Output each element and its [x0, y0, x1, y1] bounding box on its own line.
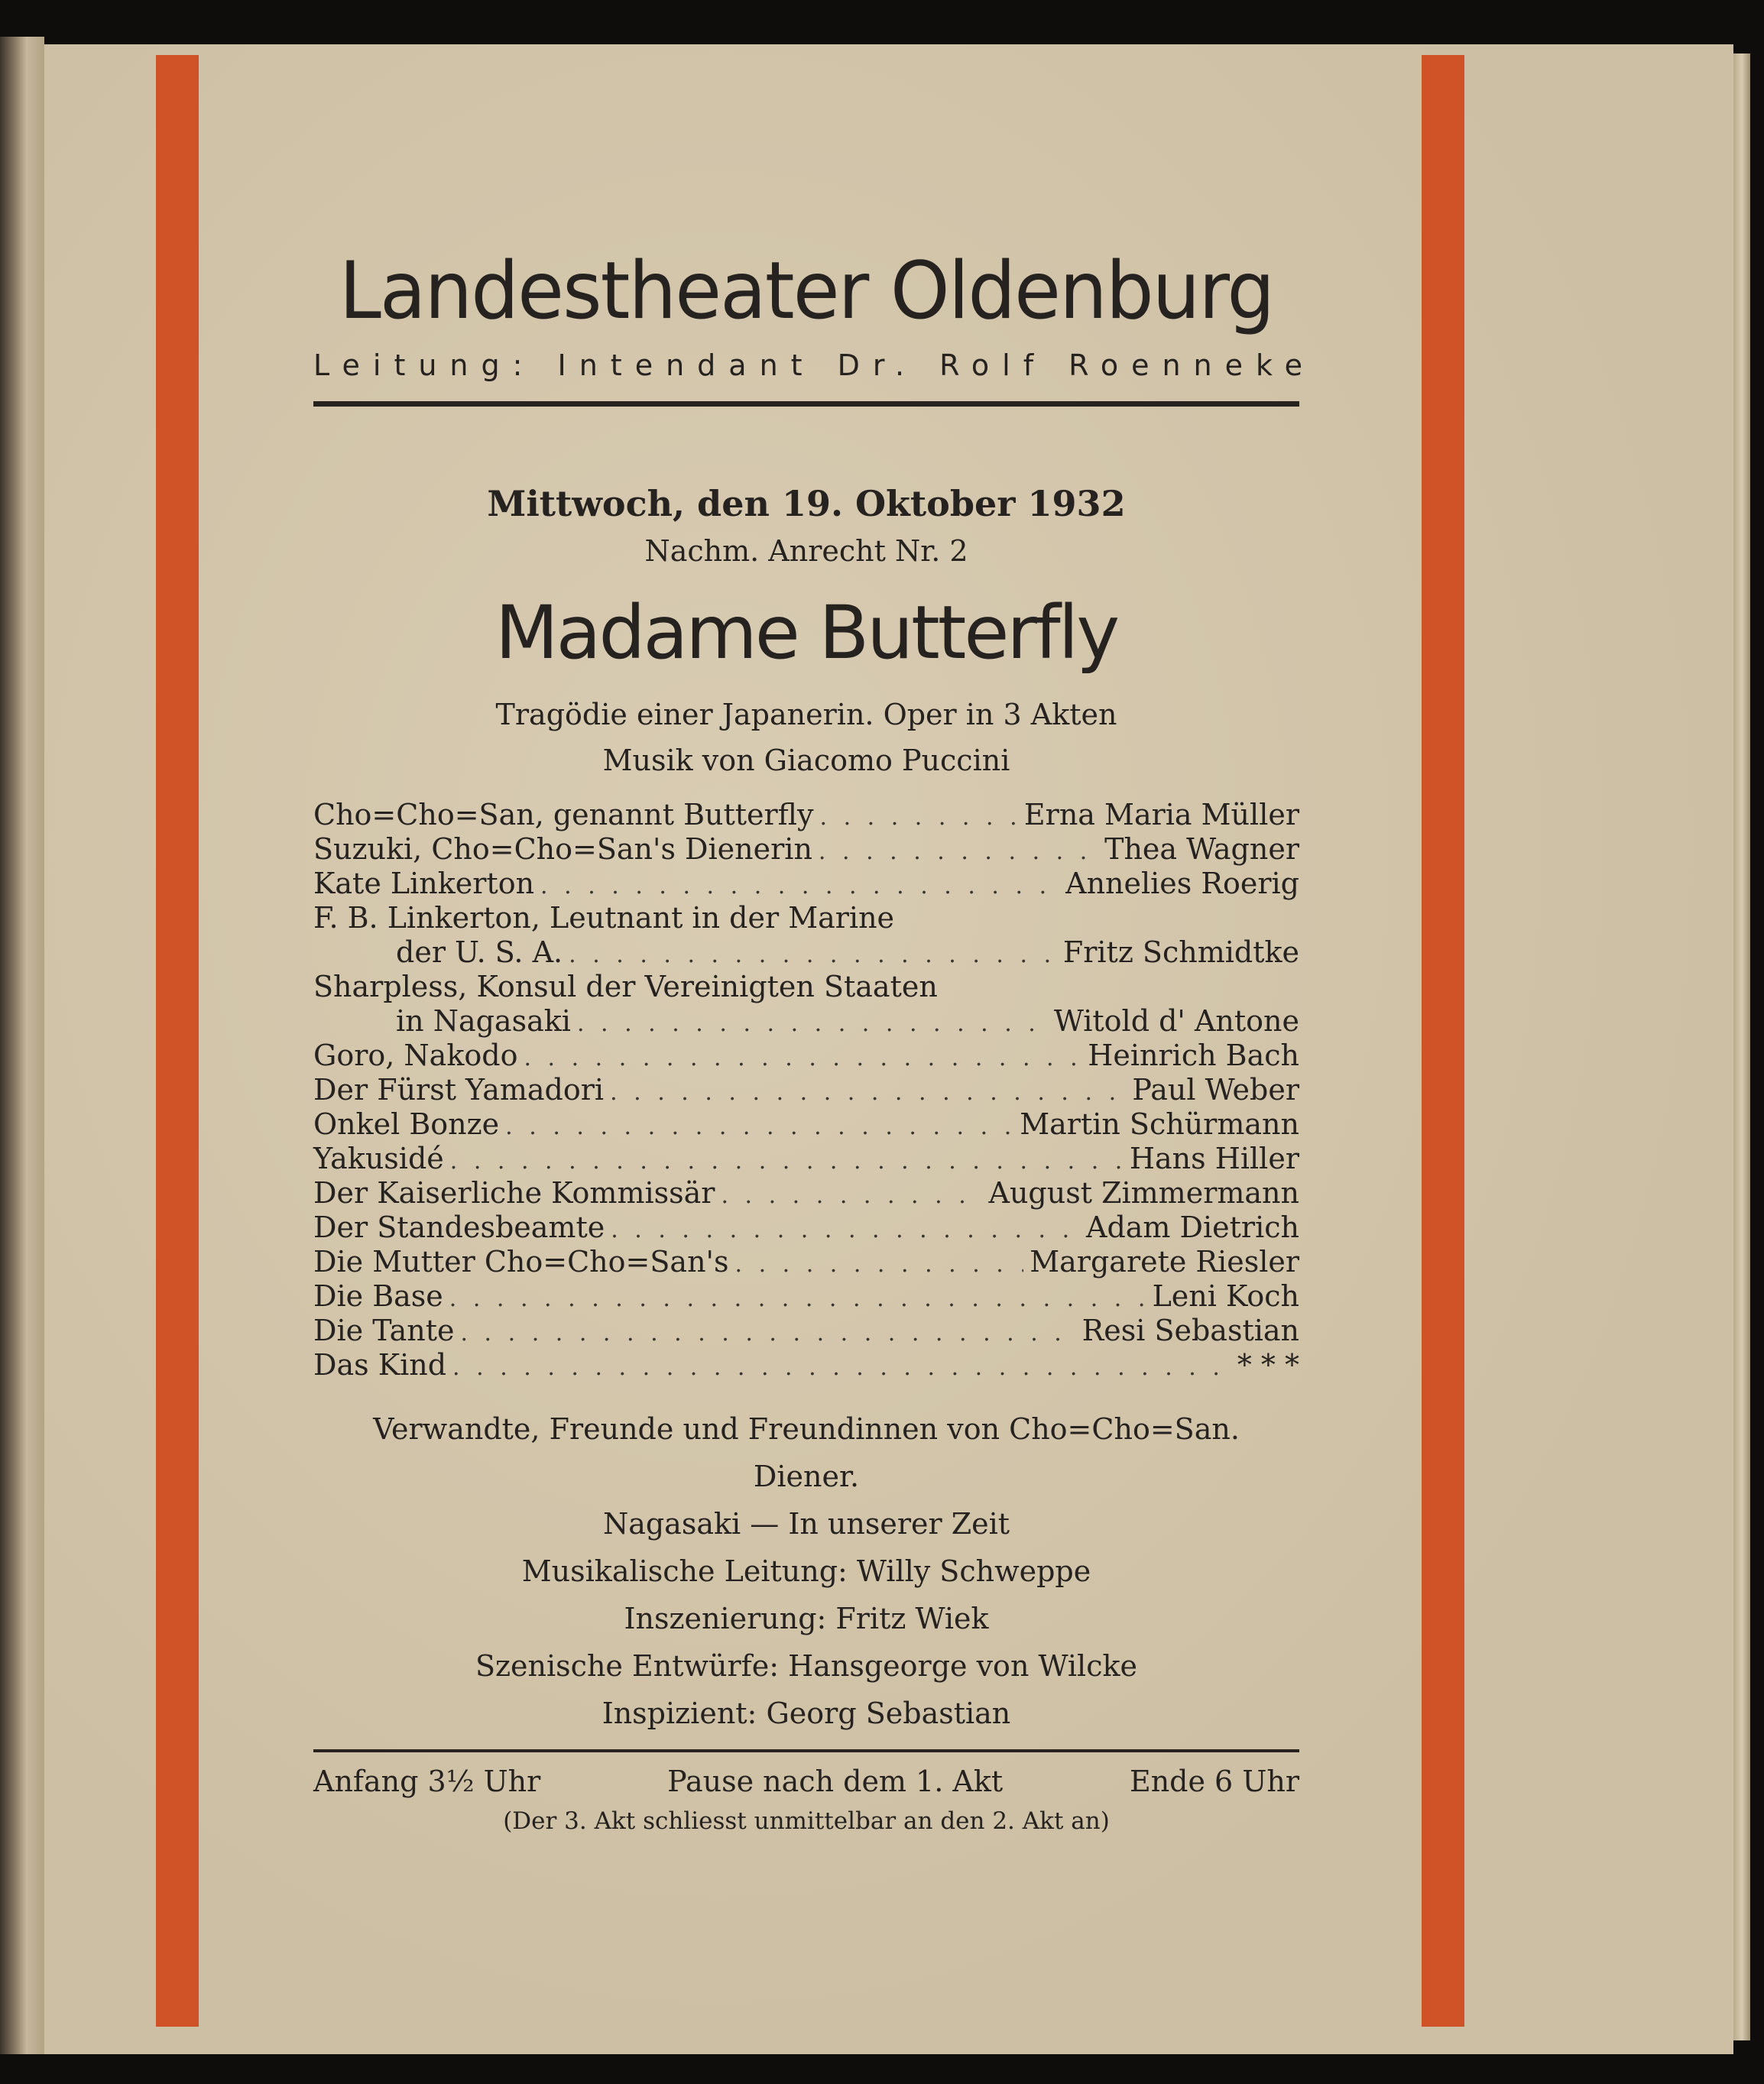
- schedule-row: [313, 1763, 1299, 1800]
- dot-leader: [611, 1213, 1080, 1247]
- dot-leader: [540, 869, 1059, 903]
- production-credits: [313, 1405, 1299, 1737]
- performer-name: Adam Dietrich: [1086, 1211, 1299, 1244]
- performer-name: Erna Maria Müller: [1023, 798, 1299, 831]
- dot-leader: [735, 1247, 1024, 1282]
- cast-entry: [313, 1107, 1299, 1142]
- right-orange-stripe: [1422, 55, 1464, 2027]
- performer-name: Fritz Schmidtke: [1062, 935, 1299, 969]
- header-rule: [313, 401, 1299, 407]
- performer-name: Paul Weber: [1132, 1073, 1299, 1107]
- act-note: (Der 3. Akt schliesst unmittelbar an den 2. Akt an): [503, 1807, 1110, 1835]
- cast-entry: [313, 970, 1299, 1004]
- opera-title: Madame Butterfly: [495, 590, 1118, 676]
- role-name: der U. S. A.: [396, 935, 563, 969]
- role-name: in Nagasaki: [396, 1004, 571, 1038]
- program-content: [313, 245, 1316, 1836]
- role-name: Cho=Cho=San, genannt Butterfly: [313, 798, 814, 831]
- cast-entry: [313, 1142, 1299, 1176]
- stage-manager-credit: Inspizient: Georg Sebastian: [602, 1697, 1011, 1730]
- performer-name: Heinrich Bach: [1088, 1039, 1299, 1072]
- role-name: Yakusidé: [313, 1142, 444, 1175]
- footer-rule: [313, 1749, 1299, 1752]
- start-time: Anfang 3½ Uhr: [313, 1765, 541, 1798]
- cast-entry: [313, 1245, 1299, 1279]
- conductor-credit: Musikalische Leitung: Willy Schweppe: [521, 1554, 1091, 1588]
- cast-entry: [313, 1073, 1299, 1107]
- page-edge: [1733, 53, 1750, 2040]
- performer-name: Resi Sebastian: [1081, 1314, 1299, 1347]
- opera-genre: Tragödie einer Japanerin. Oper in 3 Akten: [495, 698, 1117, 731]
- performer-name: Martin Schürmann: [1020, 1107, 1299, 1141]
- role-name: Onkel Bonze: [313, 1107, 500, 1141]
- cast-entry: [313, 1004, 1299, 1039]
- cast-entry: [313, 1039, 1299, 1073]
- theater-leadership: Leitung: Intendant Dr. Rolf Roenneke: [313, 348, 1316, 382]
- setting-line: Nagasaki — In unserer Zeit: [602, 1507, 1010, 1541]
- pause-info: Pause nach dem 1. Akt: [667, 1765, 1004, 1798]
- role-name: Kate Linkerton: [313, 867, 535, 900]
- role-name: Sharpless, Konsul der Vereinigten Staaten: [313, 970, 938, 1003]
- director-credit: Inszenierung: Fritz Wiek: [624, 1602, 989, 1635]
- performer-name: Annelies Roerig: [1065, 867, 1299, 900]
- cast-entry: [313, 935, 1299, 970]
- role-name: Der Standesbeamte: [313, 1211, 605, 1244]
- cast-entry: [313, 1279, 1299, 1314]
- dot-leader: [577, 1006, 1048, 1041]
- book-spine: [0, 37, 44, 2054]
- cast-entry: [313, 867, 1299, 901]
- cast-entry: [313, 1314, 1299, 1348]
- dot-leader: [819, 835, 1098, 869]
- end-time: Ende 6 Uhr: [1129, 1765, 1299, 1798]
- performer-name: Witold d' Antone: [1053, 1004, 1299, 1038]
- role-name: Suzuki, Cho=Cho=San's Dienerin: [313, 832, 812, 866]
- performance-date: Mittwoch, den 19. Oktober 1932: [487, 483, 1126, 524]
- dot-leader: [460, 1316, 1075, 1350]
- role-name: Der Fürst Yamadori: [313, 1073, 605, 1107]
- cast-entry: [313, 1348, 1299, 1382]
- theater-name: Landestheater Oldenburg: [339, 245, 1274, 337]
- left-orange-stripe: [156, 55, 199, 2027]
- performer-name: Hans Hiller: [1129, 1142, 1299, 1175]
- cast-entry: [313, 901, 1299, 935]
- role-name: Die Base: [313, 1279, 443, 1313]
- role-name: Die Mutter Cho=Cho=San's: [313, 1245, 729, 1279]
- performer-name: Margarete Riesler: [1030, 1245, 1299, 1279]
- cast-list: [313, 798, 1299, 1382]
- role-name: Die Tante: [313, 1314, 455, 1347]
- performer-name: Thea Wagner: [1104, 832, 1299, 866]
- dot-leader: [450, 1144, 1124, 1178]
- subscription-info: Nachm. Anrecht Nr. 2: [644, 534, 968, 568]
- designer-credit: Szenische Entwürfe: Hansgeorge von Wilcke: [475, 1649, 1137, 1683]
- dot-leader: [721, 1178, 982, 1213]
- cast-entry: [313, 1176, 1299, 1211]
- dot-leader: [449, 1282, 1146, 1316]
- dot-leader: [524, 1041, 1081, 1075]
- dot-leader: [569, 938, 1057, 972]
- role-name: Das Kind: [313, 1348, 447, 1382]
- dot-leader: [610, 1075, 1126, 1110]
- dot-leader: [820, 800, 1018, 835]
- role-name: F. B. Linkerton, Leutnant in der Marine: [313, 901, 895, 935]
- performer-name: Leni Koch: [1152, 1279, 1299, 1313]
- cast-entry: [313, 832, 1299, 867]
- ensemble-relatives: Verwandte, Freunde und Freundinnen von Cho=Cho=San.: [373, 1412, 1240, 1446]
- composer-credit: Musik von Giacomo Puccini: [602, 744, 1010, 777]
- ensemble-servants: Diener.: [753, 1460, 860, 1493]
- dot-leader: [505, 1110, 1013, 1144]
- performer-name: August Zimmermann: [988, 1176, 1299, 1210]
- role-name: Goro, Nakodo: [313, 1039, 518, 1072]
- role-name: Der Kaiserliche Kommissär: [313, 1176, 715, 1210]
- cast-entry: [313, 798, 1299, 832]
- performer-name: * * *: [1237, 1348, 1299, 1382]
- dot-leader: [452, 1350, 1231, 1385]
- cast-entry: [313, 1211, 1299, 1245]
